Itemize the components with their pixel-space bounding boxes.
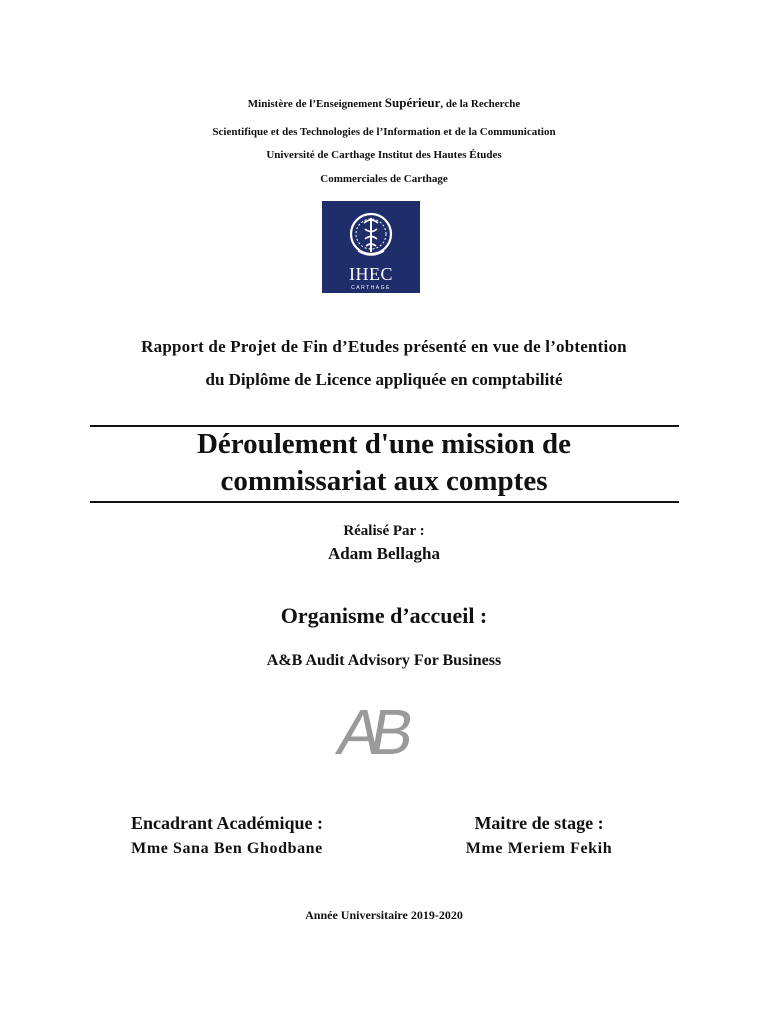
ab-logo-text: AB	[332, 696, 411, 760]
academic-year: Année Universitaire 2019-2020	[305, 908, 463, 922]
host-organisation-name: A&B Audit Advisory For Business	[266, 652, 502, 669]
academic-supervisor-name: Mme Sana Ben Ghodbane	[131, 840, 323, 857]
ministry-line-1-emphasis: Supérieur	[384, 95, 441, 110]
title-bottom-divider	[90, 501, 679, 503]
title-top-divider	[90, 425, 679, 427]
ihec-logo-text: IHEC	[349, 264, 393, 284]
author-name: Adam Bellagha	[328, 544, 440, 563]
university-line-1: Université de Carthage Institut des Hautes Études	[266, 149, 502, 161]
report-description-line-1: Rapport de Projet de Fin d’Etudes présenté en vue de l’obtention	[141, 337, 627, 356]
ihec-logo	[322, 201, 420, 293]
ihec-logo-subtext: CARTHAGE	[351, 285, 391, 291]
document-title-line-2: commissariat aux comptes	[220, 465, 548, 497]
internship-supervisor-name: Mme Meriem Fekih	[465, 840, 613, 857]
ministry-line-2: Scientifique et des Technologies de l’Information et de la Communication	[212, 126, 556, 138]
ministry-line-1-suffix: , de la Recherche	[440, 98, 521, 110]
ministry-line-1	[0, 95, 768, 111]
caduceus-emblem-icon	[322, 201, 420, 293]
internship-supervisor-label: Maitre de stage :	[474, 813, 604, 833]
ab-logo	[326, 694, 430, 760]
academic-supervisor-label: Encadrant Académique :	[130, 813, 323, 833]
document-title-line-1: Déroulement d'une mission de	[196, 428, 572, 460]
ab-logo-icon	[326, 694, 430, 760]
host-organisation-heading: Organisme d’accueil :	[280, 603, 488, 628]
ministry-line-1-prefix: Ministère de l’Enseignement	[247, 98, 385, 110]
report-description-line-2: du Diplôme de Licence appliquée en comptabilité	[205, 370, 563, 389]
author-label: Réalisé Par :	[343, 523, 425, 539]
university-line-2: Commerciales de Carthage	[320, 173, 448, 185]
